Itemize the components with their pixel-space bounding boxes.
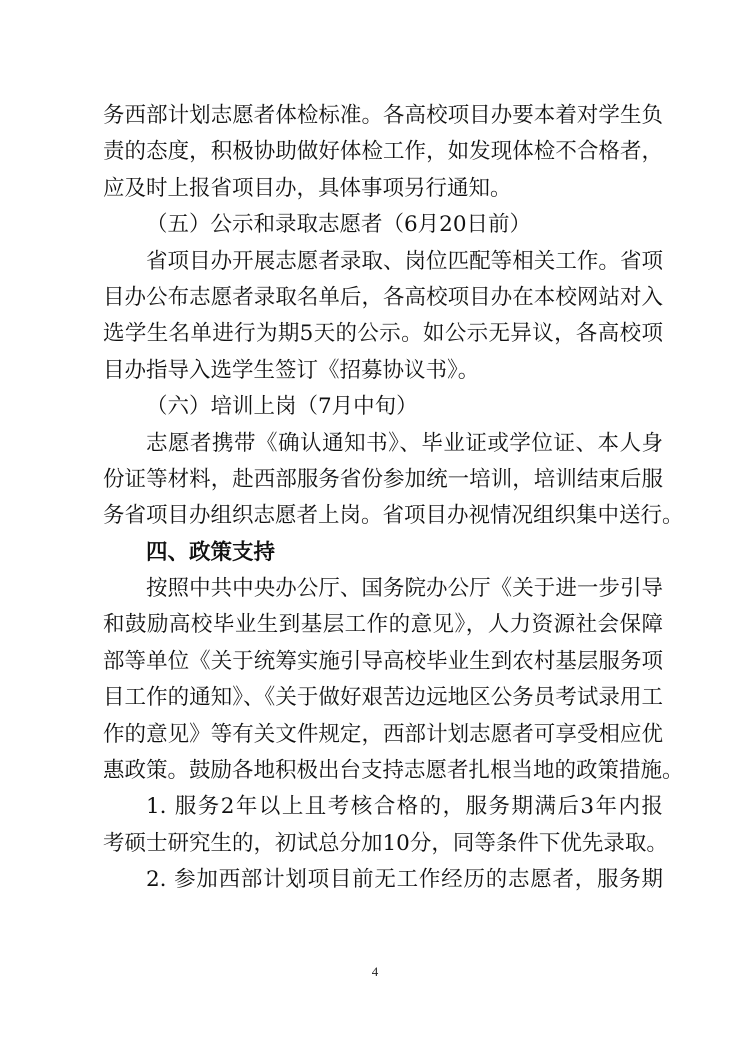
list-item-1-line: 考硕士研究生的，初试总分加10分，同等条件下优先录取。 <box>103 830 668 856</box>
paragraph-line: 目办公布志愿者录取名单后，各高校项目办在本校网站对入 <box>103 284 663 310</box>
paragraph-line: 务西部计划志愿者体检标准。各高校项目办要本着对学生负 <box>103 103 663 128</box>
paragraph-line: 目工作的通知》、《关于做好艰苦边远地区公务员考试录用工 <box>103 685 663 711</box>
body-text <box>103 98 684 899</box>
paragraph-line: 部等单位《关于统筹实施引导高校毕业生到农村基层服务项 <box>103 648 663 674</box>
chapter-heading-4: 四、政策支持 <box>146 539 276 565</box>
paragraph-line: 按照中共中央办公厅、国务院办公厅《关于进一步引导 <box>146 576 663 602</box>
page-number: 4 <box>371 964 379 979</box>
paragraph-line: 责的态度，积极协助做好体检工作，如发现体检不合格者， <box>103 139 663 165</box>
list-item-1-line: 1. 服务2年以上且考核合格的，服务期满后3年内报 <box>146 794 663 820</box>
paragraph-line: 和鼓励高校毕业生到基层工作的意见》，人力资源社会保障 <box>103 612 663 638</box>
paragraph-line: 务省项目办组织志愿者上岗。省项目办视情况组织集中送行。 <box>103 503 684 529</box>
paragraph-line: 目办指导入选学生签订《招募协议书》。 <box>103 357 480 383</box>
list-item-2-line: 2. 参加西部计划项目前无工作经历的志愿者，服务期 <box>146 867 663 893</box>
section-heading-5: （五）公示和录取志愿者（6月20日前） <box>146 212 532 238</box>
section-heading-6: （六）培训上岗（7月中旬） <box>146 394 418 420</box>
paragraph-line: 应及时上报省项目办，具体事项另行通知。 <box>103 175 512 201</box>
paragraph-line: 省项目办开展志愿者录取、岗位匹配等相关工作。省项 <box>146 248 663 274</box>
paragraph-line: 惠政策。鼓励各地积极出台支持志愿者扎根当地的政策措施。 <box>103 758 684 784</box>
paragraph-line: 志愿者携带《确认通知书》、毕业证或学位证、本人身 <box>146 430 663 456</box>
paragraph-line: 选学生名单进行为期5天的公示。如公示无异议，各高校项 <box>103 321 663 347</box>
paragraph-line: 作的意见》等有关文件规定，西部计划志愿者可享受相应优 <box>103 721 663 747</box>
paragraph-line: 份证等材料，赴西部服务省份参加统一培训，培训结束后服 <box>103 466 663 492</box>
